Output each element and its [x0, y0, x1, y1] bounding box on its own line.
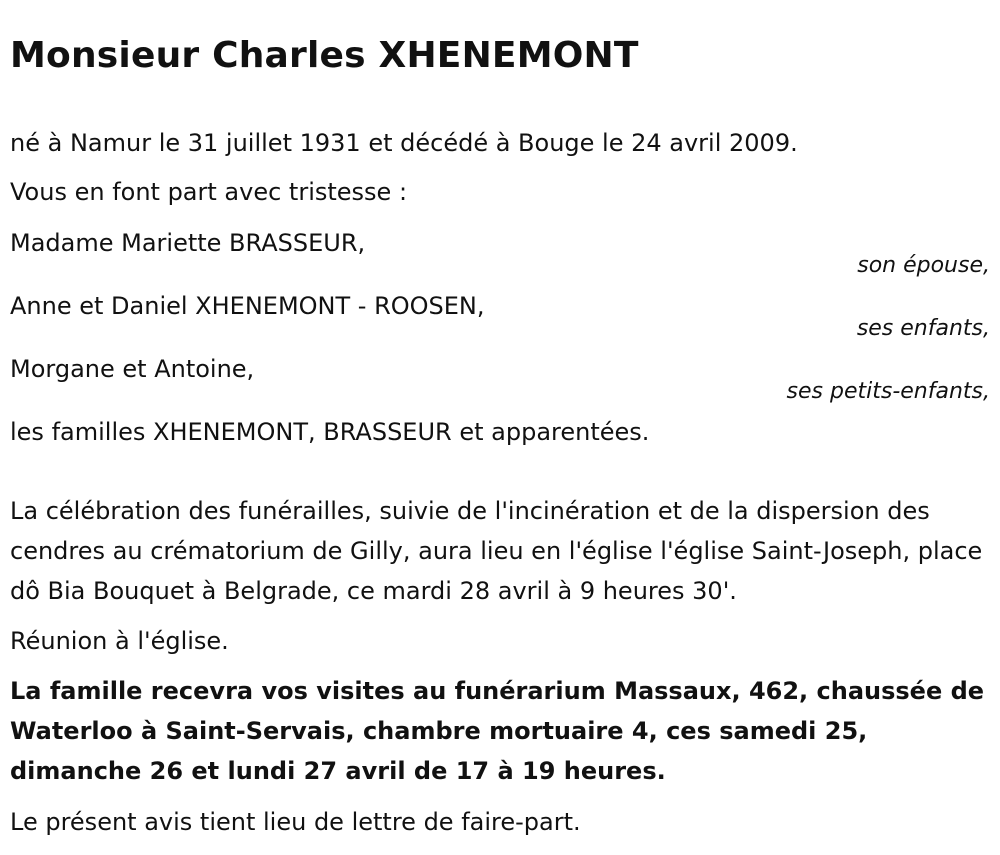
family-member-children: Anne et Daniel XHENEMONT - ROOSEN,: [10, 292, 485, 320]
family-role-grandchildren: ses petits-enfants,: [786, 379, 990, 404]
family-role-children: ses enfants,: [856, 316, 990, 341]
visits-paragraph: La famille recevra vos visites au funérarium Massaux, 462, chaussée de Waterloo à Saint-Servais, chambre mortuaire 4, ces samedi 25, dimanche 26 et lundi 27 avril de 17 à 19 heures.: [10, 677, 985, 785]
meeting-line: Réunion à l'église.: [10, 627, 229, 655]
family-member-spouse: Madame Mariette BRASSEUR,: [10, 229, 366, 257]
announcement-line: Vous en font part avec tristesse :: [10, 178, 408, 206]
closing-line: Le présent avis tient lieu de lettre de faire-part.: [10, 808, 581, 836]
family-role-spouse: son épouse,: [857, 253, 990, 278]
family-member-grandchildren: Morgane et Antoine,: [10, 355, 255, 383]
birth-death-line: né à Namur le 31 juillet 1931 et décédé à Bouge le 24 avril 2009.: [10, 129, 798, 157]
ceremony-paragraph: La célébration des funérailles, suivie de l'incinération et de la dispersion des cendres au crématorium de Gilly, aura lieu en l'église l'église Saint-Joseph, place dô Bia Bouquet à Belgrade, ce mardi 28 avril à 9 heures 30'.: [10, 497, 983, 605]
page-title: Monsieur Charles XHENEMONT: [10, 35, 639, 76]
extended-family-line: les familles XHENEMONT, BRASSEUR et apparentées.: [10, 418, 650, 446]
